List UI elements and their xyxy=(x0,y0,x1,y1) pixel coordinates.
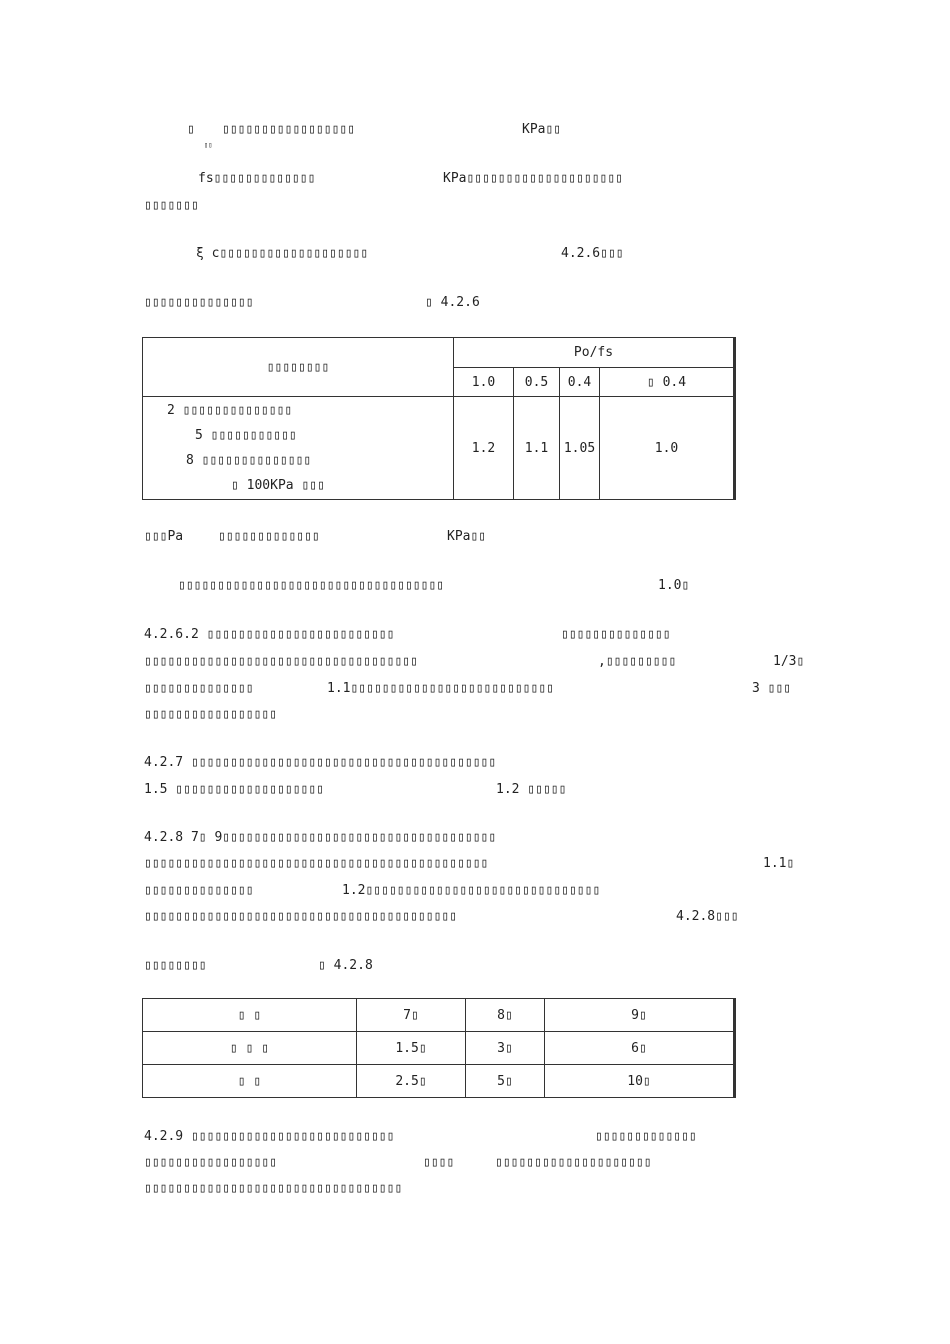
text-p6-l1a: 4.2.6.2 ▯▯▯▯▯▯▯▯▯▯▯▯▯▯▯▯▯▯▯▯▯▯▯▯ xyxy=(144,627,395,642)
text-p7-l1: 4.2.7 ▯▯▯▯▯▯▯▯▯▯▯▯▯▯▯▯▯▯▯▯▯▯▯▯▯▯▯▯▯▯▯▯▯▯▯▯▯▯▯ xyxy=(144,755,497,770)
table2-cell: 2.5▯ xyxy=(357,1065,466,1098)
text-p9-l2b: ▯▯▯▯ xyxy=(423,1155,455,1170)
table1-header-right: Po/fs xyxy=(454,338,734,368)
text-p8-l4b: 4.2.8▯▯▯ xyxy=(676,909,739,924)
table2-cell: 3▯ xyxy=(466,1032,545,1065)
text-p6-l3b: 1.1▯▯▯▯▯▯▯▯▯▯▯▯▯▯▯▯▯▯▯▯▯▯▯▯▯▯ xyxy=(327,681,554,696)
table2-header-3: 8▯ xyxy=(466,999,545,1032)
table2-header-2: 7▯ xyxy=(357,999,466,1032)
text-p6-l2c: 1/3▯ xyxy=(773,654,805,669)
text-p4-a: ▯▯▯Pa xyxy=(144,529,184,544)
table1-header-left: ▯▯▯▯▯▯▯▯ xyxy=(143,338,454,397)
text-p2-a: fs▯▯▯▯▯▯▯▯▯▯▯▯▯ xyxy=(198,171,316,186)
table1-col-1: 1.0 xyxy=(454,368,514,397)
text-p6-l3a: ▯▯▯▯▯▯▯▯▯▯▯▯▯▯ xyxy=(144,681,254,696)
text-p6-l2a: ▯▯▯▯▯▯▯▯▯▯▯▯▯▯▯▯▯▯▯▯▯▯▯▯▯▯▯▯▯▯▯▯▯▯▯ xyxy=(144,654,418,669)
table2-cell: 5▯ xyxy=(466,1065,545,1098)
table1-value-1: 1.2 xyxy=(454,397,514,500)
table1-col-2: 0.5 xyxy=(514,368,560,397)
text-p3-b: 4.2.6▯▯▯ xyxy=(561,246,624,261)
text-p9-l2c: ▯▯▯▯▯▯▯▯▯▯▯▯▯▯▯▯▯▯▯▯ xyxy=(495,1155,652,1170)
text-p6-l4: ▯▯▯▯▯▯▯▯▯▯▯▯▯▯▯▯▯ xyxy=(144,707,278,722)
table1-caption: ▯▯▯▯▯▯▯▯▯▯▯▯▯▯ xyxy=(144,295,254,310)
table2-header-1: ▯ ▯ xyxy=(143,999,357,1032)
table2-cell: 10▯ xyxy=(545,1065,734,1098)
text-p8-l2b: 1.1▯ xyxy=(763,856,795,871)
table2-number: ▯ 4.2.8 xyxy=(318,958,373,973)
text-p6-l2b: ,▯▯▯▯▯▯▯▯▯ xyxy=(598,654,677,669)
text-p7-l2a: 1.5 ▯▯▯▯▯▯▯▯▯▯▯▯▯▯▯▯▯▯▯ xyxy=(144,782,325,797)
text-p9-l1b: ▯▯▯▯▯▯▯▯▯▯▯▯▯ xyxy=(595,1129,697,1144)
table1-row-label xyxy=(143,397,454,500)
table2 xyxy=(142,998,736,1098)
text-p5-a: ▯▯▯▯▯▯▯▯▯▯▯▯▯▯▯▯▯▯▯▯▯▯▯▯▯▯▯▯▯▯▯▯▯▯ xyxy=(178,578,445,593)
text-p7-l2b: 1.2 ▯▯▯▯▯ xyxy=(496,782,567,797)
text-p8-l2a: ▯▯▯▯▯▯▯▯▯▯▯▯▯▯▯▯▯▯▯▯▯▯▯▯▯▯▯▯▯▯▯▯▯▯▯▯▯▯▯▯▯▯▯▯ xyxy=(144,856,489,871)
text-p2-b: KPa▯▯▯▯▯▯▯▯▯▯▯▯▯▯▯▯▯▯▯▯ xyxy=(443,171,624,186)
table1-number: ▯ 4.2.6 xyxy=(425,295,480,310)
text-p6-l1b: ▯▯▯▯▯▯▯▯▯▯▯▯▯▯ xyxy=(561,627,671,642)
table1-col-4: ▯ 0.4 xyxy=(600,368,734,397)
text-p1-b: ▯▯▯▯▯▯▯▯▯▯▯▯▯▯▯▯▯ xyxy=(222,122,356,137)
table1-value-2: 1.1 xyxy=(514,397,560,500)
text-p4-c: KPa▯▯ xyxy=(447,529,487,544)
text-p4-b: ▯▯▯▯▯▯▯▯▯▯▯▯▯ xyxy=(218,529,320,544)
text-p9-l2a: ▯▯▯▯▯▯▯▯▯▯▯▯▯▯▯▯▯ xyxy=(144,1155,278,1170)
text-p2-c: ▯▯▯▯▯▯▯ xyxy=(144,198,199,213)
table2-cell: 6▯ xyxy=(545,1032,734,1065)
table1-row-label-2: 5 ▯▯▯▯▯▯▯▯▯▯▯ xyxy=(195,428,297,443)
table2-caption: ▯▯▯▯▯▯▯▯ xyxy=(144,958,207,973)
text-p9-l3: ▯▯▯▯▯▯▯▯▯▯▯▯▯▯▯▯▯▯▯▯▯▯▯▯▯▯▯▯▯▯▯▯▯ xyxy=(144,1181,403,1196)
text-p8-l4a: ▯▯▯▯▯▯▯▯▯▯▯▯▯▯▯▯▯▯▯▯▯▯▯▯▯▯▯▯▯▯▯▯▯▯▯▯▯▯▯▯ xyxy=(144,909,458,924)
text-p9-l1a: 4.2.9 ▯▯▯▯▯▯▯▯▯▯▯▯▯▯▯▯▯▯▯▯▯▯▯▯▯▯ xyxy=(144,1129,395,1144)
table1-col-3: 0.4 xyxy=(560,368,600,397)
table1-row-label-1: 2 ▯▯▯▯▯▯▯▯▯▯▯▯▯▯ xyxy=(167,403,293,418)
table2-cell: ▯ ▯ ▯ xyxy=(143,1032,357,1065)
table1-row-label-3: 8 ▯▯▯▯▯▯▯▯▯▯▯▯▯▯ xyxy=(186,453,312,468)
table1-value-4: 1.0 xyxy=(600,397,734,500)
table-row xyxy=(143,1032,734,1065)
text-p8-l3b: 1.2▯▯▯▯▯▯▯▯▯▯▯▯▯▯▯▯▯▯▯▯▯▯▯▯▯▯▯▯▯▯ xyxy=(342,883,601,898)
text-p3-a: ξ c▯▯▯▯▯▯▯▯▯▯▯▯▯▯▯▯▯▯▯ xyxy=(196,246,369,261)
text-p1-sub: ▯▯ xyxy=(204,141,213,149)
table-row xyxy=(143,1065,734,1098)
table1-row-label-4: ▯ 100KPa ▯▯▯ xyxy=(231,478,325,493)
text-p5-b: 1.0▯ xyxy=(658,578,690,593)
table1-value-3: 1.05 xyxy=(560,397,600,500)
table2-cell: 1.5▯ xyxy=(357,1032,466,1065)
text-p1-a: ▯ xyxy=(187,122,195,137)
text-p6-l3c: 3 ▯▯▯ xyxy=(752,681,792,696)
table1 xyxy=(142,337,736,500)
table2-cell: ▯ ▯ xyxy=(143,1065,357,1098)
text-p1-c: KPa▯▯ xyxy=(522,122,562,137)
table2-header-4: 9▯ xyxy=(545,999,734,1032)
text-p8-l3a: ▯▯▯▯▯▯▯▯▯▯▯▯▯▯ xyxy=(144,883,254,898)
text-p8-l1: 4.2.8 7▯ 9▯▯▯▯▯▯▯▯▯▯▯▯▯▯▯▯▯▯▯▯▯▯▯▯▯▯▯▯▯▯▯▯▯▯▯ xyxy=(144,830,497,845)
